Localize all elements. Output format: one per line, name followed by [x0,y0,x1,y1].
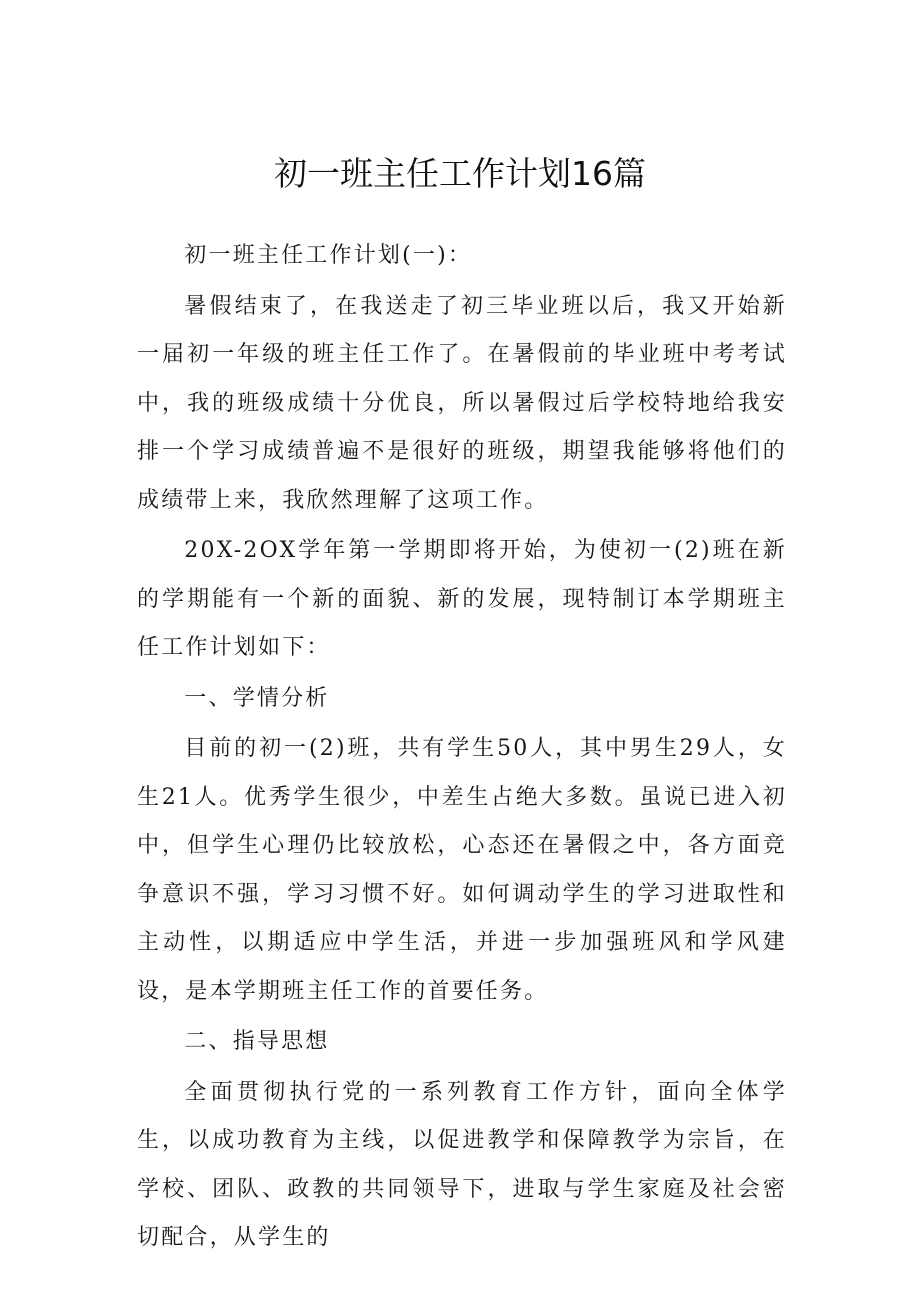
document-title: 初一班主任工作计划16篇 [274,154,646,193]
paragraph-summer-intro: 暑假结束了，在我送走了初三毕业班以后，我又开始新一届初一年级的班主任工作了。在暑假前的毕业班中考考试中，我的班级成绩十分优良，所以暑假过后学校特地给我安排一个学习成绩普遍不是很好的班级，期望我能够将他们的成绩带上来，我欣然理解了这项工作。 [137,293,787,513]
heading-guiding-ideology: 二、指导思想 [184,1029,330,1054]
paragraph-semester-plan: 20X-2OX学年第一学期即将开始，为使初一(2)班在新的学期能有一个新的面貌、新的发展，现特制订本学期班主任工作计划如下： [137,538,787,660]
document-body [137,232,787,1265]
paragraph-class-situation: 目前的初一(2)班，共有学生50人，其中男生29人，女生21人。优秀学生很少，中差生占绝大多数。虽说已进入初中，但学生心理仍比较放松，心态还在暑假之中，各方面竞争意识不强，学习习惯不好。如何调动学生的学习进取性和主动性，以期适应中学生活，并进一步加强班风和学风建设，是本学期班主任工作的首要任务。 [137,736,787,1004]
section-title-plan-one: 初一班主任工作计划(一)： [184,243,473,268]
paragraph-guiding-ideology: 全面贯彻执行党的一系列教育工作方针，面向全体学生，以成功教育为主线，以促进教学和保障教学为宗旨，在学校、团队、政教的共同领导下，进取与学生家庭及社会密切配合，从学生的 [137,1079,787,1250]
heading-situation-analysis: 一、学情分析 [184,685,330,711]
